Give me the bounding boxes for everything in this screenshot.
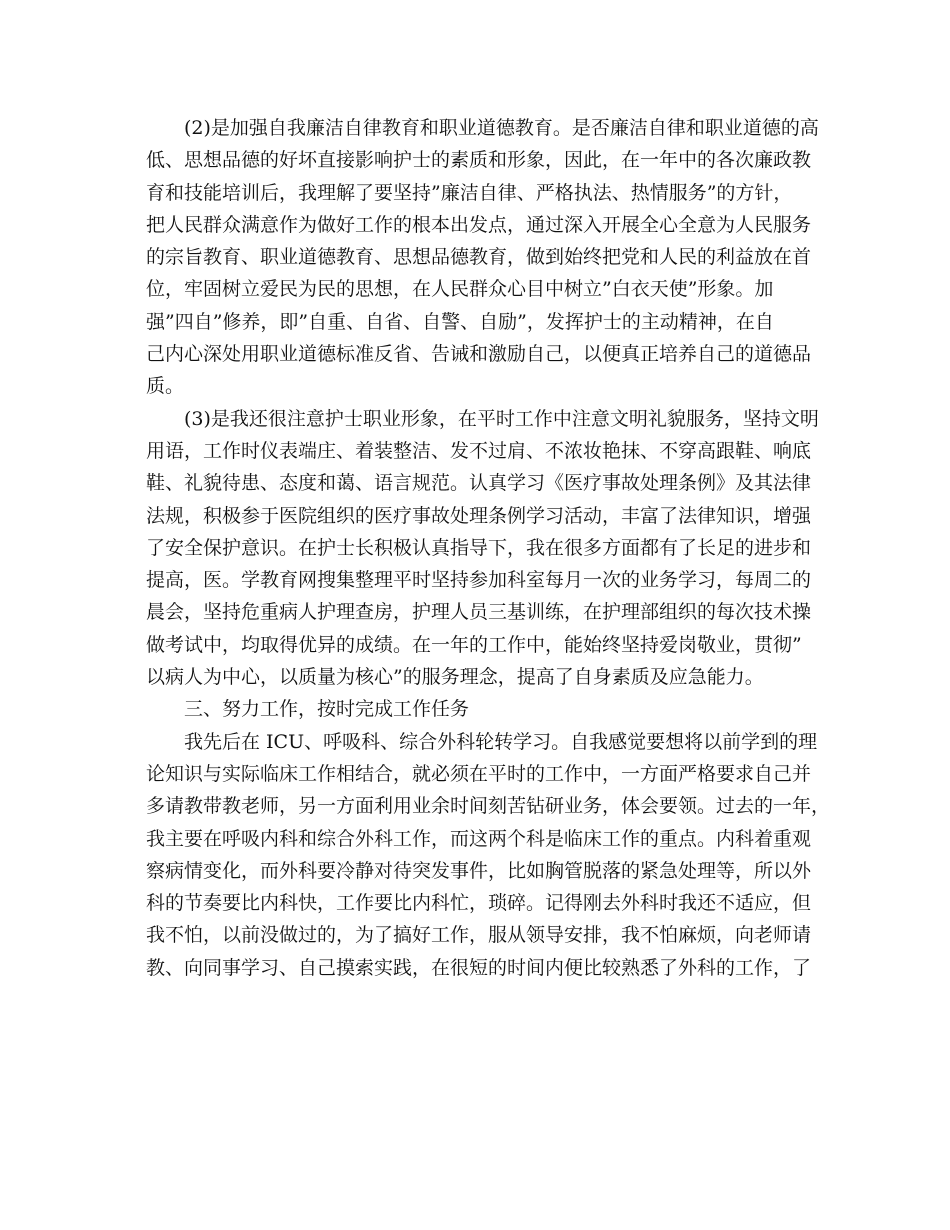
text-line: 我不怕，以前没做过的，为了搞好工作，服从领导安排，我不怕麻烦，向老师请 bbox=[146, 924, 812, 947]
text-line: 低、思想品德的好坏直接影响护士的素质和形象，因此，在一年中的各次廉政教 bbox=[146, 149, 812, 172]
text-line: 察病情变化，而外科要冷静对待突发事件，比如胸管脱落的紧急处理等，所以外 bbox=[146, 859, 812, 882]
text-line: 己内心深处用职业道德标准反省、告诫和激励自己，以便真正培养自己的道德品 bbox=[146, 343, 812, 366]
document-body bbox=[146, 112, 831, 984]
text-line: 把人民群众满意作为做好工作的根本出发点，通过深入开展全心全意为人民服务 bbox=[146, 213, 812, 236]
text-line: 科的节奏要比内科快，工作要比内科忙，琐碎。记得刚去外科时我还不适应，但 bbox=[146, 892, 812, 915]
text-line: 鞋、礼貌待患、态度和蔼、语言规范。认真学习《医疗事故处理条例》及其法律 bbox=[146, 472, 812, 495]
text-line: 论知识与实际临床工作相结合，就必须在平时的工作中，一方面严格要求自己并 bbox=[146, 762, 812, 785]
text-line: 多请教带教老师，另一方面利用业余时间刻苦钻研业务，体会要领。过去的一年， bbox=[146, 795, 831, 818]
text-line: 育和技能培训后，我理解了要坚持”廉洁自律、严格执法、热情服务”的方针， bbox=[146, 181, 793, 204]
text-line: (3)是我还很注意护士职业形象，在平时工作中注意文明礼貌服务，坚持文明 bbox=[184, 407, 819, 430]
text-line: 强”四自”修养，即”自重、自省、自警、自励”，发挥护士的主动精神，在自 bbox=[146, 310, 774, 333]
paragraph-rotation-work bbox=[146, 726, 831, 984]
text-line: 教、向同事学习、自己摸索实践，在很短的时间内便比较熟悉了外科的工作，了 bbox=[146, 956, 812, 979]
text-line: 了安全保护意识。在护士长积极认真指导下，我在很多方面都有了长足的进步和 bbox=[146, 536, 812, 559]
text-line: 质。 bbox=[146, 375, 185, 398]
text-line: (2)是加强自我廉洁自律教育和职业道德教育。是否廉洁自律和职业道德的高 bbox=[184, 117, 819, 139]
text-line: 做考试中，均取得优异的成绩。在一年的工作中，能始终坚持爱岗敬业，贯彻” bbox=[146, 633, 802, 656]
text-line: 提高，医。学教育网搜集整理平时坚持参加科室每月一次的业务学习，每周二的 bbox=[146, 569, 812, 592]
text-line: 我先后在 ICU、呼吸科、综合外科轮转学习。自我感觉要想将以前学到的理 bbox=[184, 730, 818, 753]
text-line: 晨会，坚持危重病人护理查房，护理人员三基训练，在护理部组织的每次技术操 bbox=[146, 601, 812, 624]
text-line: 以病人为中心，以质量为核心”的服务理念，提高了自身素质及应急能力。 bbox=[146, 666, 764, 689]
paragraph-professional-image bbox=[146, 403, 819, 694]
text-line: 位，牢固树立爱民为民的思想，在人民群众心目中树立”白衣天使”形象。加 bbox=[146, 278, 774, 301]
paragraph-self-discipline bbox=[146, 112, 819, 403]
text-line: 法规，积极参于医院组织的医疗事故处理条例学习活动，丰富了法律知识，增强 bbox=[146, 504, 812, 527]
text-line: 用语，工作时仪表端庄、着装整洁、发不过肩、不浓妆艳抹、不穿高跟鞋、响底 bbox=[146, 439, 812, 462]
text-line: 的宗旨教育、职业道德教育、思想品德教育，做到始终把党和人民的利益放在首 bbox=[146, 246, 812, 269]
section-heading bbox=[146, 693, 806, 725]
text-line: 我主要在呼吸内科和综合外科工作，而这两个科是临床工作的重点。内科着重观 bbox=[146, 827, 812, 850]
section-heading-text: 三、努力工作，按时完成工作任务 bbox=[184, 698, 470, 721]
